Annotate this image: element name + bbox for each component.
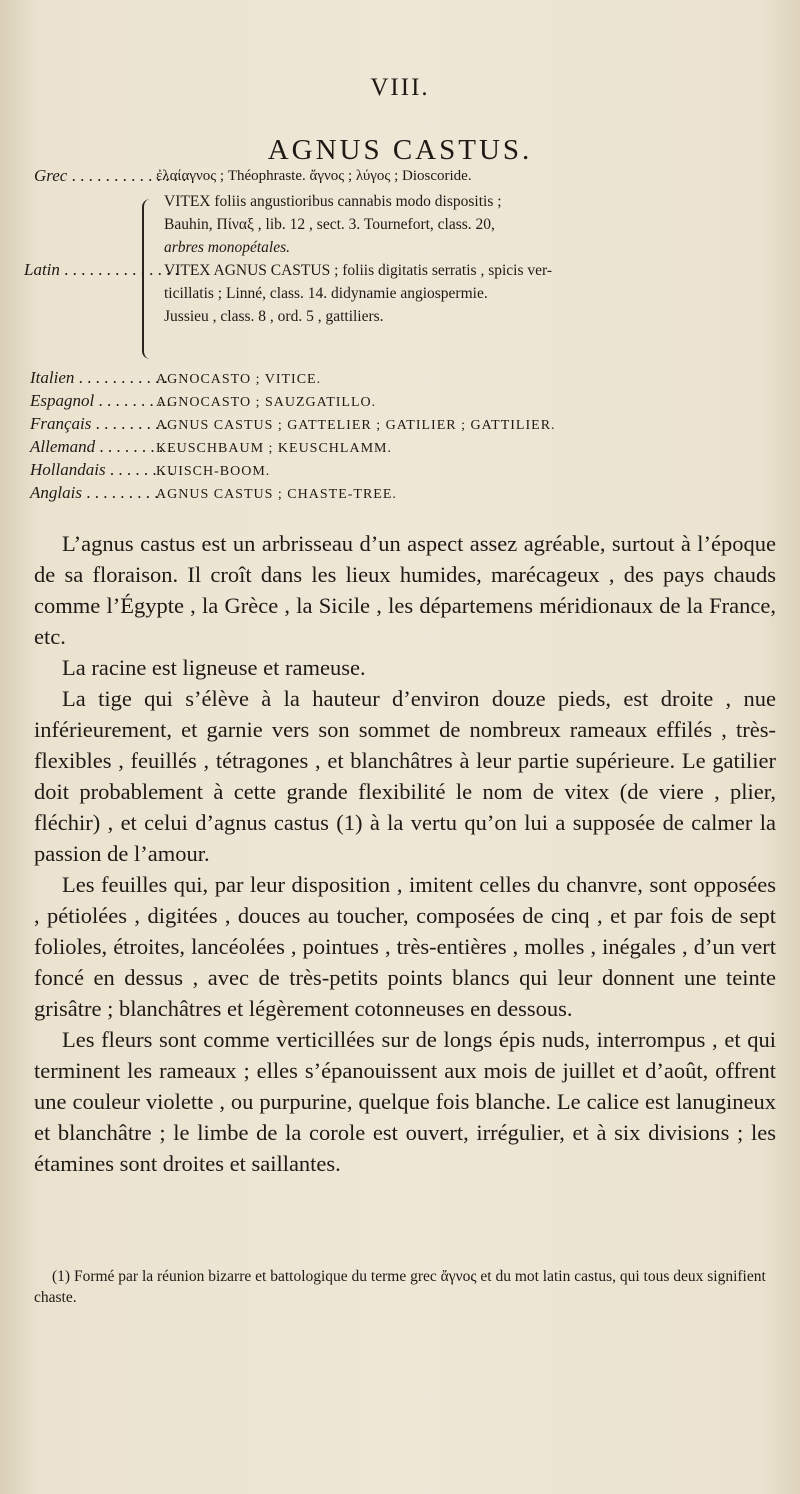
footnote: (1) Formé par la réunion bizarre et battologique du terme grec ἄγνος et du mot latin castus, qui tous deux signifient chaste. [34, 1268, 766, 1306]
synonym-grec: ἐλαίαγνος ; Théophraste. ἄγνος ; λύγος ; Dioscoride. [156, 168, 472, 184]
synonym-label-allemand: Allemand . . . . . . . . . [30, 437, 172, 456]
synonym-label-grec: Grec . . . . . . . . . . . . . . [34, 166, 187, 185]
body-text [34, 528, 776, 1179]
synonym-label-espagnol: Espagnol . . . . . . . . . [30, 391, 171, 410]
synonym-italien: AGNOCASTO ; VITICE. [156, 372, 322, 387]
paragraph: La tige qui s’élève à la hauteur d’environ douze pieds, est droite , nue inférieurement, et garnie vers son sommet de nombreux rameaux effilés , très-flexibles , feuillés , tétragones , et blanchâtres à leur partie supérieure. Le gatilier doit probablement à cette grande flexibilité le nom de vitex (de viere , plier, fléchir) , et celui d’agnus castus (1) à la vertu qu’on lui a supposée de calmer la passion de l’amour. [34, 686, 776, 866]
synonym-label-latin: Latin . . . . . . . . . . . . . . [24, 260, 179, 279]
chapter-number: VIII. [370, 74, 430, 101]
synonym-label-italien: Italien . . . . . . . . . . . [30, 368, 168, 387]
synonym-label-hollandais: Hollandais . . . . . . . . [30, 460, 174, 479]
latin-line: arbres monopétales. [164, 239, 290, 256]
paragraph: La racine est ligneuse et rameuse. [62, 655, 366, 680]
paragraph: L’agnus castus est un arbrisseau d’un aspect assez agréable, surtout à l’époque de sa floraison. Il croît dans les lieux humides, marécageux , des pays chauds comme l’Égypte , la Grèce , la Sicile , les départemens méridionaux de la France, etc. [34, 531, 776, 649]
paragraph: Les feuilles qui, par leur disposition , imitent celles du chanvre, sont opposées , pétiolées , digitées , douces au toucher, composées de cinq , et par fois de sept folioles, étroites, lancéolées , pointues , très-entières , molles , inégales , d’un vert foncé en dessus , avec de très-petits points blancs qui leur donnent une teinte grisâtre ; blanchâtres et légèrement cotonneuses en dessous. [34, 872, 776, 1021]
synonym-anglais: AGNUS CASTUS ; CHASTE-TREE. [156, 487, 397, 502]
latin-brace [142, 199, 154, 359]
synonym-francais: AGNUS CASTUS ; GATTELIER ; GATILIER ; GATTILIER. [156, 418, 556, 433]
synonym-label-francais: Français . . . . . . . . . [30, 414, 168, 433]
latin-line: Jussieu , class. 8 , ord. 5 , gattiliers. [164, 308, 384, 325]
synonym-espagnol: AGNOCASTO ; SAUZGATILLO. [156, 395, 377, 410]
paragraph: Les fleurs sont comme verticillées sur de longs épis nuds, interrompus , et qui terminent les rameaux ; elles s’épanouissent aux mois de juillet et d’août, offrent une couleur violette , ou purpurine, quelque fois blanche. Le calice est lanugineux et blanchâtre ; le limbe de la corole est ouvert, irrégulier, et à six divisions ; les étamines sont droites et saillantes. [34, 1027, 776, 1176]
synonym-allemand: KEUSCHBAUM ; KEUSCHLAMM. [156, 441, 392, 456]
synonym-label-anglais: Anglais . . . . . . . . . [30, 483, 159, 502]
synonym-latin [164, 190, 784, 328]
synonym-hollandais: KUISCH-BOOM. [156, 464, 271, 479]
latin-line: VITEX AGNUS CASTUS ; foliis digitatis serratis , spicis ver- [164, 262, 553, 279]
chapter-title: AGNUS CASTUS. [267, 134, 533, 166]
latin-line: Bauhin, Πίναξ , lib. 12 , sect. 3. Tournefort, class. 20, [164, 216, 495, 233]
latin-line: VITEX foliis angustioribus cannabis modo dispositis ; [164, 193, 502, 210]
latin-line: ticillatis ; Linné, class. 14. didynamie angiospermie. [164, 285, 488, 302]
